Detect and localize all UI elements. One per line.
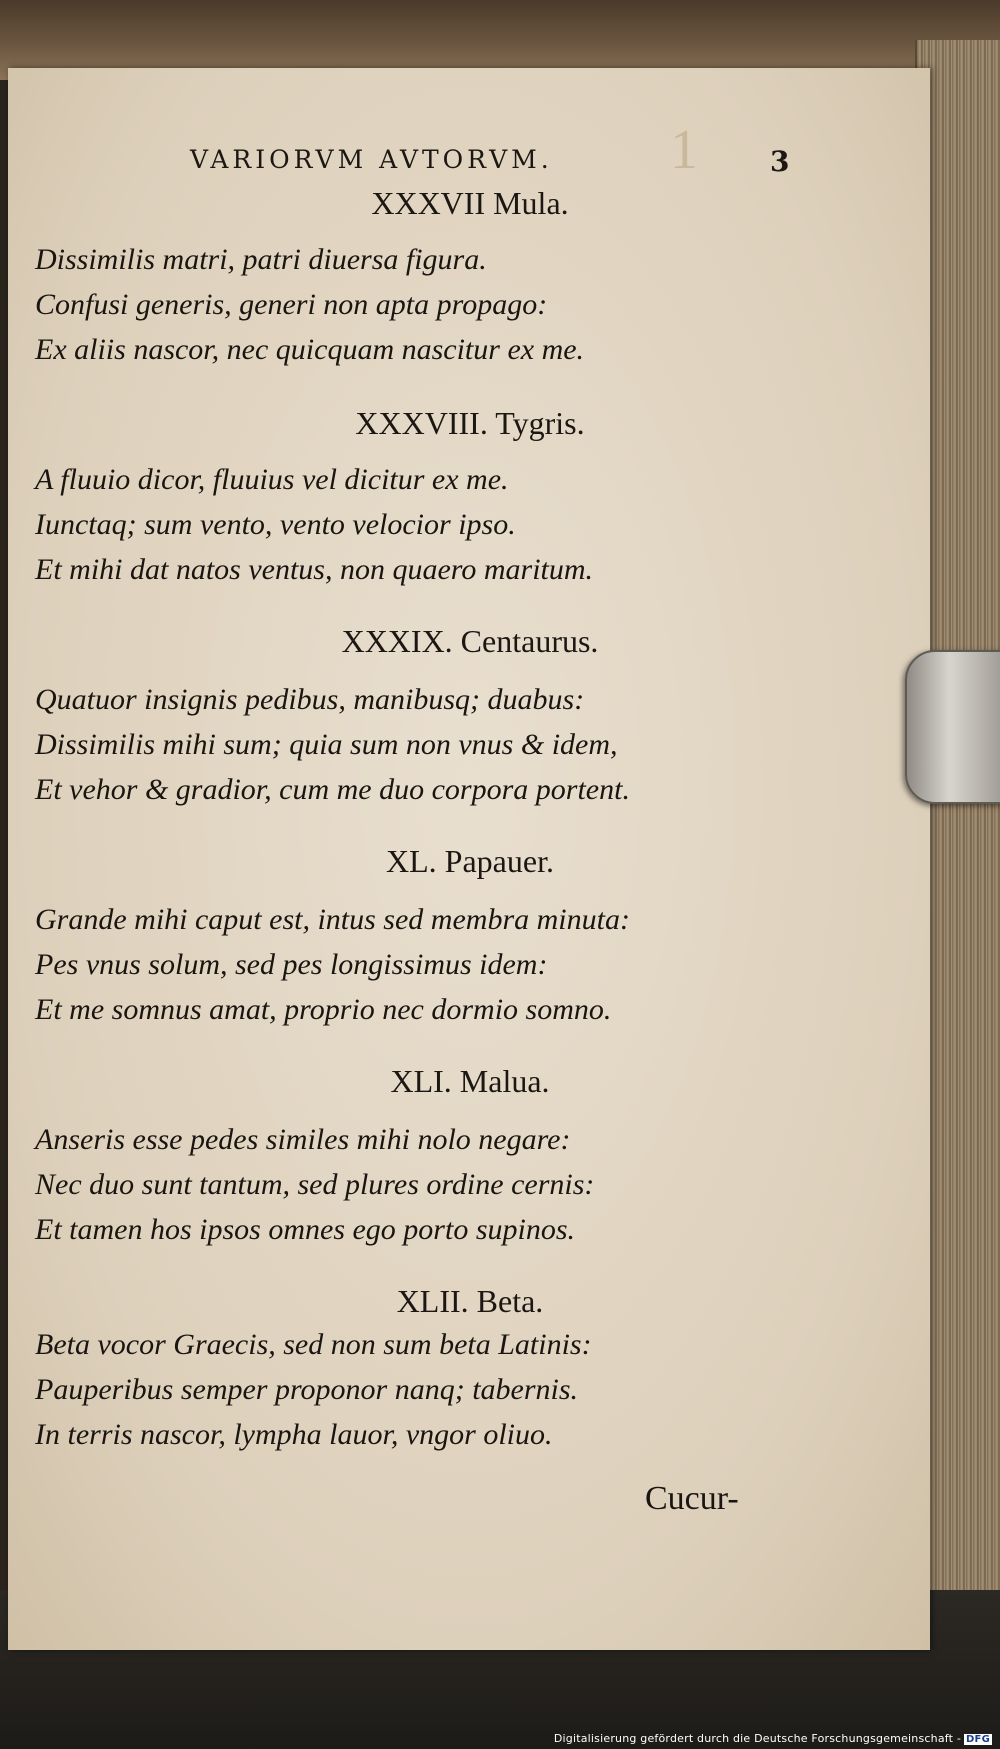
verse-line: Grande mihi caput est, intus sed membra minuta: [35, 903, 630, 936]
verse-line: A fluuio dicor, fluuius vel dicitur ex me. [35, 463, 509, 496]
verse-line: Dissimilis mihi sum; quia sum non vnus & idem, [35, 728, 618, 761]
riddle-title: XLII. Beta. [396, 1283, 544, 1319]
verse-line: Et me somnus amat, proprio nec dormio somno. [35, 993, 612, 1026]
digitization-credit [554, 1732, 992, 1745]
page-mark: 1 [670, 119, 698, 181]
verse-line: Pes vnus solum, sed pes longissimus idem: [35, 948, 548, 981]
verse-line: Quatuor insignis pedibus, manibusq; duabus: [35, 683, 585, 716]
running-head: VARIORVM AVTORVM. [190, 145, 553, 174]
verse-line: In terris nascor, lympha lauor, vngor oliuo. [35, 1418, 553, 1451]
riddle-title: XLI. Malua. [390, 1063, 550, 1099]
verse-line: Anseris esse pedes similes mihi nolo negare: [35, 1123, 571, 1156]
verse-line: Dissimilis matri, patri diuersa figura. [35, 243, 487, 276]
riddle-title: XL. Papauer. [386, 843, 554, 879]
verse-line: Iunctaq; sum vento, vento velocior ipso. [35, 508, 516, 541]
riddle-title: XXXIX. Centaurus. [341, 623, 599, 659]
verse-line: Et vehor & gradior, cum me duo corpora portent. [35, 773, 630, 806]
dfg-logo: DFG [966, 1734, 990, 1745]
riddle-title: XXXVIII. Tygris. [355, 405, 585, 441]
verse-line: Pauperibus semper proponor nanq; tabernis. [35, 1373, 579, 1406]
verse-line: Nec duo sunt tantum, sed plures ordine cernis: [35, 1168, 595, 1201]
riddle-title: XXXVII Mula. [371, 185, 569, 221]
catchword: Cucur- [645, 1480, 739, 1517]
credit-text: Digitalisierung gefördert durch die Deutsche Forschungsgemeinschaft - [553, 1732, 962, 1745]
metal-clasp [905, 650, 1000, 804]
page-number: 3 [770, 145, 790, 178]
verse-line: Ex aliis nascor, nec quicquam nascitur ex me. [35, 333, 585, 366]
verse-line: Et mihi dat natos ventus, non quaero maritum. [35, 553, 594, 586]
verse-line: Confusi generis, generi non apta propago: [35, 288, 548, 321]
verse-line: Beta vocor Graecis, sed non sum beta Latinis: [35, 1328, 592, 1361]
verse-line: Et tamen hos ipsos omnes ego porto supinos. [35, 1213, 575, 1246]
